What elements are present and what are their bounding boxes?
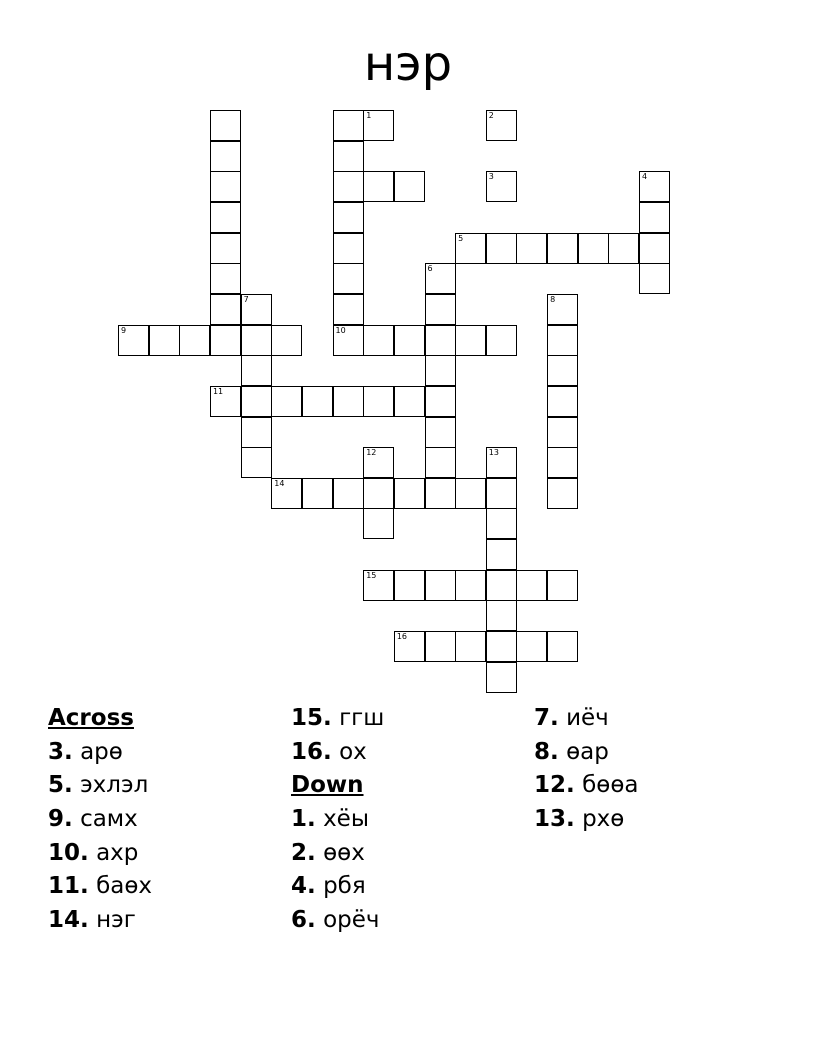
grid-cell[interactable] — [363, 386, 394, 417]
clue-item — [291, 736, 384, 770]
grid-cell[interactable] — [363, 570, 394, 601]
grid-cell[interactable] — [394, 631, 425, 662]
clue-item — [291, 870, 384, 904]
grid-cell[interactable] — [179, 325, 210, 356]
grid-cell[interactable] — [241, 294, 272, 325]
clue-item — [48, 870, 152, 904]
grid-cell[interactable] — [425, 325, 456, 356]
grid-cell[interactable] — [639, 263, 670, 294]
clue-number: 1. — [291, 806, 316, 833]
grid-cell[interactable] — [333, 110, 364, 141]
grid-cell[interactable] — [425, 570, 456, 601]
grid-cell[interactable] — [302, 386, 333, 417]
grid-cell[interactable] — [639, 233, 670, 264]
grid-cell[interactable] — [394, 478, 425, 509]
clue-item — [48, 803, 152, 837]
clue-text: рхө — [582, 806, 625, 833]
clue-number: 13. — [534, 806, 575, 833]
grid-cell[interactable] — [547, 570, 578, 601]
clue-column-3 — [534, 702, 638, 837]
grid-cell[interactable] — [455, 570, 486, 601]
clue-number: 16. — [291, 738, 332, 765]
grid-cell[interactable] — [333, 478, 364, 509]
grid-cell[interactable] — [333, 171, 364, 202]
grid-cell[interactable] — [455, 478, 486, 509]
grid-cell[interactable] — [271, 325, 302, 356]
clue-number: 9. — [48, 806, 73, 833]
grid-cell[interactable] — [394, 386, 425, 417]
clue-text: рбя — [323, 873, 366, 900]
grid-cell[interactable] — [578, 233, 609, 264]
clue-text: ахр — [96, 839, 139, 866]
grid-cell[interactable] — [241, 417, 272, 448]
grid-cell[interactable] — [333, 141, 364, 172]
clue-number: 4. — [291, 873, 316, 900]
clue-item — [291, 904, 384, 938]
clue-text: бөөа — [582, 772, 639, 799]
grid-cell[interactable] — [486, 233, 517, 264]
grid-cell[interactable] — [210, 263, 241, 294]
grid-cell[interactable] — [547, 417, 578, 448]
clue-number-label: 2 — [488, 111, 494, 120]
page-title: нэр — [363, 36, 453, 92]
grid-cell[interactable] — [271, 386, 302, 417]
clue-number: 11. — [48, 873, 89, 900]
grid-cell[interactable] — [118, 325, 149, 356]
grid-cell[interactable] — [486, 447, 517, 478]
clue-number-label: 14 — [274, 478, 285, 488]
grid-cell[interactable] — [547, 386, 578, 417]
grid-cell[interactable] — [241, 386, 272, 417]
grid-cell[interactable] — [210, 202, 241, 233]
clue-item — [534, 803, 638, 837]
grid-cell[interactable] — [547, 325, 578, 356]
clue-text: нэг — [96, 907, 136, 934]
grid-cell[interactable] — [425, 478, 456, 509]
clue-text: ггш — [339, 705, 385, 731]
clue-number: 10. — [48, 839, 89, 866]
clue-number: 3. — [48, 738, 73, 765]
grid-cell[interactable] — [210, 233, 241, 264]
grid-cell[interactable] — [425, 294, 456, 325]
clue-item — [48, 837, 152, 871]
grid-cell[interactable] — [425, 355, 456, 386]
grid-cell[interactable] — [333, 263, 364, 294]
clue-text: арө — [80, 738, 123, 765]
clue-number-label: 12 — [366, 448, 377, 458]
grid-cell[interactable] — [516, 631, 547, 662]
grid-cell[interactable] — [547, 355, 578, 386]
grid-cell[interactable] — [639, 171, 670, 202]
clue-number-label: 1 — [366, 111, 372, 120]
grid-cell[interactable] — [455, 325, 486, 356]
grid-cell[interactable] — [547, 478, 578, 509]
grid-cell[interactable] — [516, 570, 547, 601]
clue-number: 8. — [534, 738, 559, 765]
grid-cell[interactable] — [394, 325, 425, 356]
clue-number: 6. — [291, 907, 316, 934]
clue-item — [48, 769, 152, 803]
grid-cell[interactable] — [302, 478, 333, 509]
grid-cell[interactable] — [425, 631, 456, 662]
across-heading: Across — [48, 705, 134, 731]
grid-cell[interactable] — [425, 386, 456, 417]
grid-cell[interactable] — [241, 325, 272, 356]
grid-cell[interactable] — [333, 325, 364, 356]
clue-number-label: 11 — [212, 386, 224, 396]
clue-item — [291, 837, 384, 871]
clue-number-label: 9 — [121, 325, 127, 335]
clue-text: өөх — [323, 839, 365, 866]
grid-cell[interactable] — [210, 171, 241, 202]
grid-cell[interactable] — [639, 202, 670, 233]
clue-number-label: 16 — [396, 632, 408, 642]
clue-text: самх — [80, 806, 138, 833]
grid-cell[interactable] — [210, 386, 241, 417]
grid-cell[interactable] — [271, 478, 302, 509]
clue-item — [291, 702, 384, 736]
grid-cell[interactable] — [363, 447, 394, 478]
clue-number-label: 5 — [458, 233, 464, 243]
clue-number: 14. — [48, 907, 89, 934]
clue-item — [534, 736, 638, 770]
grid-cell[interactable] — [333, 233, 364, 264]
grid-cell[interactable] — [210, 141, 241, 172]
grid-cell[interactable] — [486, 662, 517, 693]
grid-cell[interactable] — [486, 110, 517, 141]
clue-text: баөх — [96, 873, 153, 900]
grid-cell[interactable] — [241, 447, 272, 478]
grid-cell[interactable] — [363, 171, 394, 202]
clue-text: ох — [339, 738, 367, 765]
clue-number-label: 4 — [642, 172, 648, 182]
grid-cell[interactable] — [210, 294, 241, 325]
clue-item — [291, 803, 384, 837]
clue-item — [48, 904, 152, 938]
grid-cell[interactable] — [425, 447, 456, 478]
grid-cell[interactable] — [333, 294, 364, 325]
grid-cell[interactable] — [363, 508, 394, 539]
clue-number: 12. — [534, 772, 575, 799]
grid-cell[interactable] — [547, 233, 578, 264]
grid-cell[interactable] — [547, 294, 578, 325]
grid-cell[interactable] — [149, 325, 180, 356]
grid-cell[interactable] — [486, 570, 517, 601]
clue-number-label: 3 — [488, 172, 494, 182]
grid-cell[interactable] — [363, 110, 394, 141]
clue-item — [534, 702, 638, 736]
clue-text: хёы — [323, 806, 369, 833]
grid-cell[interactable] — [210, 325, 241, 356]
grid-cell[interactable] — [425, 417, 456, 448]
clue-text: өар — [566, 738, 609, 765]
clue-number-label: 7 — [243, 294, 249, 304]
grid-cell[interactable] — [486, 539, 517, 570]
clue-item — [48, 736, 152, 770]
clue-number-label: 13 — [488, 448, 499, 458]
clue-number: 5. — [48, 772, 73, 799]
clue-number-label: 10 — [335, 325, 346, 335]
grid-cell[interactable] — [363, 325, 394, 356]
clue-text: иёч — [566, 705, 609, 731]
grid-cell[interactable] — [608, 233, 639, 264]
grid-cell[interactable] — [241, 355, 272, 386]
grid-cell[interactable] — [486, 508, 517, 539]
clue-number-label: 8 — [550, 294, 556, 304]
grid-cell[interactable] — [394, 171, 425, 202]
grid-cell[interactable] — [425, 263, 456, 294]
clue-number: 2. — [291, 839, 316, 866]
grid-cell[interactable] — [486, 600, 517, 631]
clue-column-2 — [291, 702, 384, 938]
clue-number: 15. — [291, 705, 332, 731]
clue-text: орёч — [323, 907, 380, 934]
grid-cell[interactable] — [210, 110, 241, 141]
grid-cell[interactable] — [486, 478, 517, 509]
grid-cell[interactable] — [363, 478, 394, 509]
clue-number-label: 6 — [427, 264, 433, 274]
grid-cell[interactable] — [455, 631, 486, 662]
grid-cell[interactable] — [486, 171, 517, 202]
clue-text: эхлэл — [80, 772, 149, 799]
grid-cell[interactable] — [455, 233, 486, 264]
grid-cell[interactable] — [547, 447, 578, 478]
down-heading: Down — [291, 772, 364, 799]
grid-cell[interactable] — [486, 325, 517, 356]
clue-number: 7. — [534, 705, 559, 731]
grid-cell[interactable] — [486, 631, 517, 662]
grid-cell[interactable] — [333, 202, 364, 233]
grid-cell[interactable] — [394, 570, 425, 601]
clue-item — [534, 769, 638, 803]
clue-number-label: 15 — [366, 570, 377, 580]
clue-column-1 — [48, 702, 152, 938]
grid-cell[interactable] — [516, 233, 547, 264]
grid-cell[interactable] — [547, 631, 578, 662]
grid-cell[interactable] — [333, 386, 364, 417]
